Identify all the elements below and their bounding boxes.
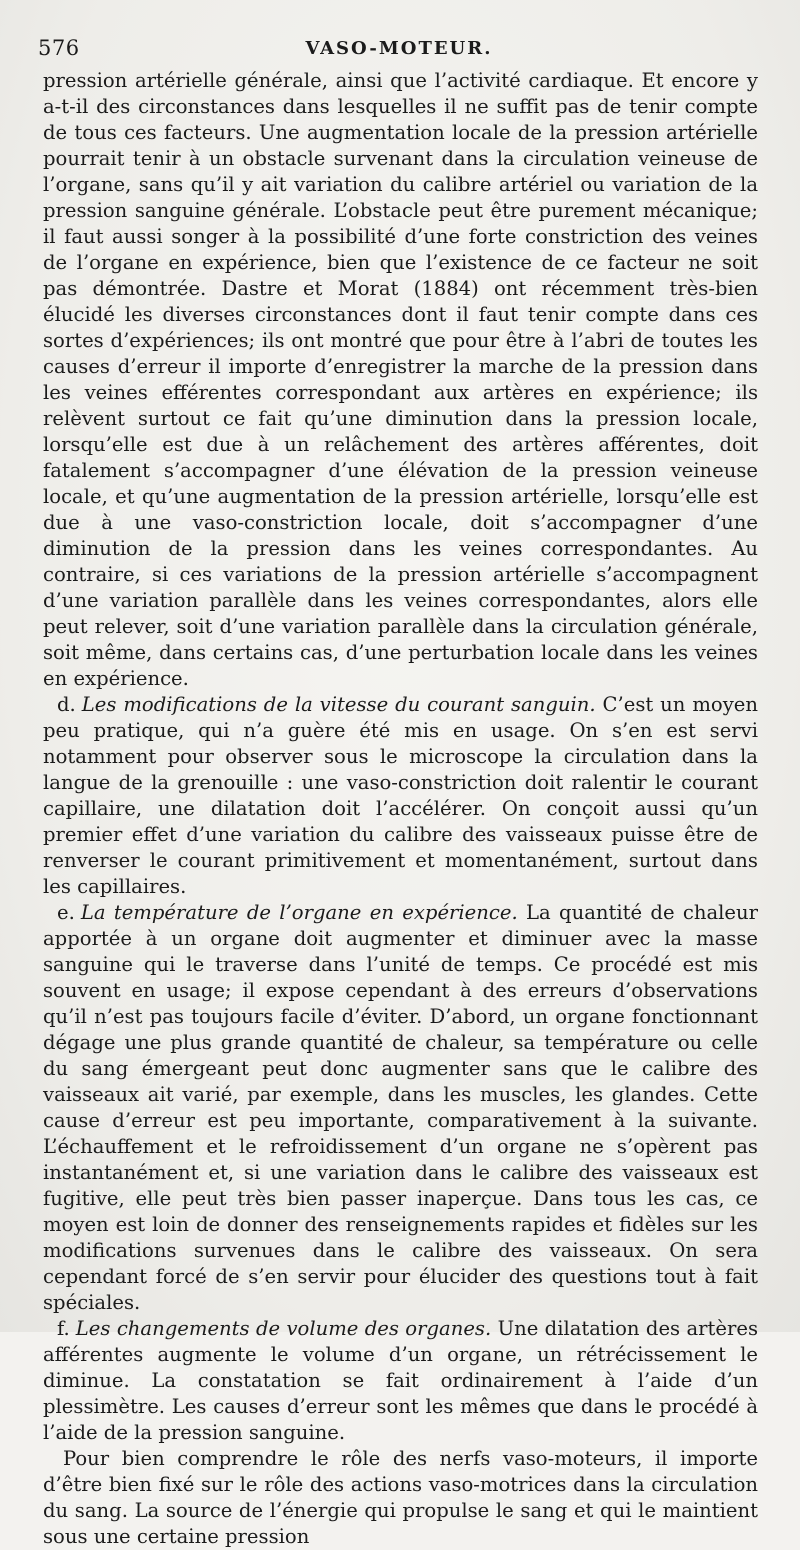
paragraph-final (43, 1446, 758, 1550)
body-text (43, 68, 758, 1550)
page-header (38, 36, 760, 64)
paragraph-text: pression artérielle générale, ainsi que l’activité cardiaque. Et encore y a-t-il des circonstances dans lesquelles il ne suffit pas de tenir compte de tous ces facteurs. Une augmentation locale de la pression artérielle pourrait tenir à un obstacle survenant dans la circulation veineuse de l’organe, sans qu’il y ait variation du calibre artériel ou variation de la pression sanguine générale. L’obstacle peut être purement mécanique; il faut aussi songer à la possibilité d’une forte constriction des veines de l’organe en expérience, bien que l’existence de ce facteur ne soit pas démontrée. Dastre et Morat (1884) ont récemment très-bien élucidé les diverses circonstances dont il faut tenir compte dans ces sortes d’expériences; ils ont montré que pour être à l’abri de toutes les causes d’erreur il importe d’enregistrer la marche de la pression dans les veines efférentes correspondant aux artères en expérience; ils relèvent surtout ce fait qu’une diminution dans la pression locale, lorsqu’elle est due à un relâchement des artères afférentes, doit fatalement s’accompagner d’une élévation de la pression veineuse locale, et qu’une augmentation de la pression artérielle, lorsqu’elle est due à une vaso-constriction locale, doit s’accompagner d’une diminution de la pression dans les veines correspondantes. Au contraire, si ces variations de la pression artérielle s’accompagnent d’une variation parallèle dans les veines correspondantes, alors elle peut relever, soit d’une variation parallèle dans la circulation générale, soit même, dans certains cas, d’une perturbation locale dans les veines en expérience. (43, 69, 758, 690)
section-title: Les modifications de la vitesse du courant sanguin. (81, 693, 596, 716)
section-letter: d. (57, 693, 76, 716)
paragraph-d (43, 692, 758, 900)
section-letter: e. (57, 901, 75, 924)
paragraph-e (43, 900, 758, 1316)
paragraph-text: C’est un moyen peu pratique, qui n’a guère été mis en usage. On s’en est servi notamment pour observer sous le microscope la circulation dans la langue de la grenouille : une vaso-constriction doit ralentir le courant capillaire, une dilatation doit l’accélérer. On conçoit aussi qu’un premier effet d’une variation du calibre des vaisseaux puisse être de renverser le courant primitivement et momentanément, surtout dans les capillaires. (43, 693, 758, 898)
paragraph-continued (43, 68, 758, 692)
section-letter: f. (57, 1317, 70, 1340)
running-title: VASO-MOTEUR. (305, 38, 493, 59)
paragraph-text: La quantité de chaleur apportée à un organe doit augmenter et diminuer avec la masse sanguine qui le traverse dans l’unité de temps. Ce procédé est mis souvent en usage; il expose cependant à des erreurs d’observations qu’il n’est pas toujours facile d’éviter. D’abord, un organe fonctionnant dégage une plus grande quantité de chaleur, sa température ou celle du sang émergeant peut donc augmenter sans que le calibre des vaisseaux ait varié, par exemple, dans les muscles, les glandes. Cette cause d’erreur est peu importante, comparativement à la suivante. L’échauffement et le refroidissement d’un organe ne s’opèrent pas instantanément et, si une variation dans le calibre des vaisseaux est fugitive, elle peut très bien passer inaperçue. Dans tous les cas, ce moyen est loin de donner des renseignements rapides et fidèles sur les modifications survenues dans le calibre des vaisseaux. On sera cependant forcé de s’en servir pour élucider des questions tout à fait spéciales. (43, 901, 758, 1314)
section-title: La température de l’organe en expérience. (80, 901, 518, 924)
section-title: Les changements de volume des organes. (75, 1317, 492, 1340)
paragraph-f (43, 1316, 758, 1446)
page-number: 576 (38, 36, 80, 60)
paragraph-text: Une dilatation des artères afférentes augmente le volume d’un organe, un rétrécissement le diminue. La constatation se fait ordinairement à l’aide d’un plessimètre. Les causes d’erreur sont les mêmes que dans le procédé à l’aide de la pression sanguine. (43, 1317, 759, 1444)
paragraph-text: Pour bien comprendre le rôle des nerfs vaso-moteurs, il importe d’être bien fixé sur le rôle des actions vaso-motrices dans la circulation du sang. La source de l’énergie qui propulse le sang et qui le maintient sous une certaine pression (43, 1447, 758, 1548)
